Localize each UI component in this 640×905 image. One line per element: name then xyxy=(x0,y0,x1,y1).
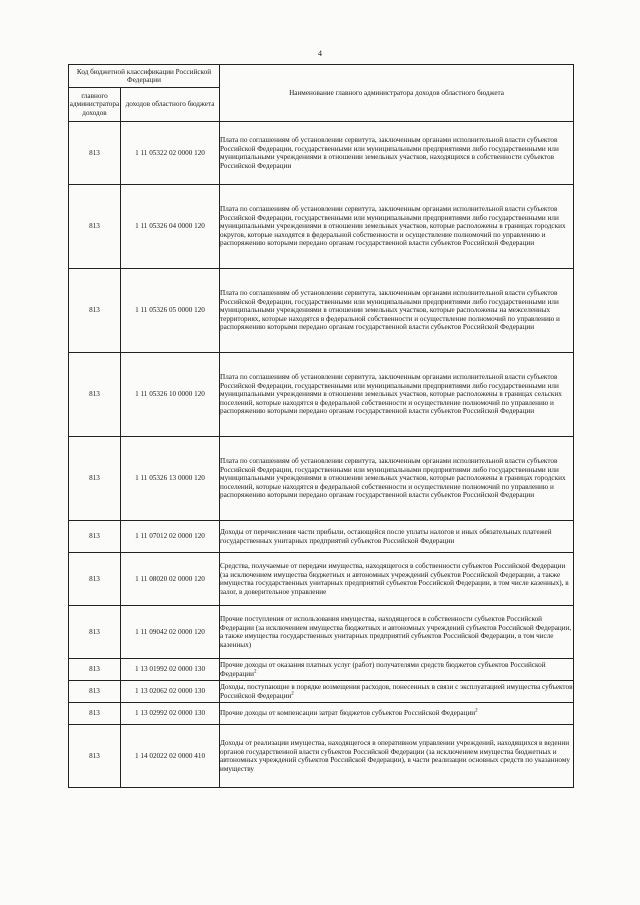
footnote-marker: 2 xyxy=(475,708,478,714)
revenue-description-cell xyxy=(220,606,574,659)
admin-code-cell: 813 xyxy=(69,122,121,185)
revenue-code-cell: 1 14 02022 02 0000 410 xyxy=(121,725,220,788)
table-row xyxy=(69,353,574,437)
revenue-description-text: Плата по соглашениям об установлении сервитута, заключенным органами исполнительной власти субъектов Российской Федерации, государственными или муниципальными предприятиями либо государственными или муниципальными учреждениями в отношении земельных участков, находящихся в собственности субъектов Российской Федерации xyxy=(220,136,559,170)
revenue-description-cell xyxy=(220,185,574,269)
revenue-description-cell xyxy=(220,122,574,185)
revenue-code-cell: 1 13 02992 02 0000 130 xyxy=(121,703,220,725)
table-row xyxy=(69,725,574,788)
revenue-description-text: Прочие доходы от оказания платных услуг (работ) получателями средств бюджетов субъектов Российской Федерации xyxy=(220,661,546,678)
revenue-code-cell: 1 11 08020 02 0000 120 xyxy=(121,553,220,606)
revenue-description-text: Плата по соглашениям об установлении сервитута, заключенным органами исполнительной власти субъектов Российской Федерации, государственными или муниципальными предприятиями либо государственными или муниципальными учреждениями в отношении земельных участков, которые расположены в границах городских округов, которые находятся в федеральной собственности и осуществление полномочий по управлению и распоряжению которыми передано органам государственной власти субъектов Российской Федерации xyxy=(220,205,566,248)
table-row xyxy=(69,553,574,606)
table-row xyxy=(69,659,574,681)
revenue-description-cell xyxy=(220,725,574,788)
admin-code-cell: 813 xyxy=(69,269,121,353)
revenue-code-cell: 1 11 05326 10 0000 120 xyxy=(121,353,220,437)
admin-code-cell: 813 xyxy=(69,659,121,681)
revenue-code-cell: 1 11 05326 13 0000 120 xyxy=(121,437,220,521)
revenue-description-cell xyxy=(220,521,574,553)
revenue-description-text: Плата по соглашениям об установлении сервитута, заключенным органами исполнительной власти субъектов Российской Федерации, государственными или муниципальными предприятиями либо государственными или муниципальными учреждениями в отношении земельных участков, которые расположены на межселенных территориях, которые находятся в федеральной собственности и осуществление полномочий по управлению и распоряжению которыми передано органам государственной власти субъектов Российской Федерации xyxy=(220,289,560,332)
revenue-description-text: Средства, получаемые от передачи имущества, находящегося в собственности субъектов Российской Федерации (за исключением имущества бюджетных и автономных учреждений субъектов Российской Федерации, а также имущества государственных унитарных предприятий субъектов Российской Федерации, в том числе казенных), в залог, в доверительное управление xyxy=(220,562,569,596)
revenue-description-text: Плата по соглашениям об установлении сервитута, заключенным органами исполнительной власти субъектов Российской Федерации, государственными или муниципальными предприятиями либо государственными или муниципальными учреждениями в отношении земельных участков, которые расположены в границах сельских поселений, которые находятся в федеральной собственности и осуществление полномочий по управлению и распоряжению которыми передано органам государственной власти субъектов Российской Федерации xyxy=(220,373,562,416)
revenue-description-cell xyxy=(220,659,574,681)
header-regional-budget-revenue: доходов областного бюджета xyxy=(121,88,220,122)
footnote-marker: 2 xyxy=(291,691,294,697)
admin-code-cell: 813 xyxy=(69,185,121,269)
table-row xyxy=(69,703,574,725)
revenue-code-cell: 1 11 07012 02 0000 120 xyxy=(121,521,220,553)
revenue-code-cell: 1 13 01992 02 0000 130 xyxy=(121,659,220,681)
admin-code-cell: 813 xyxy=(69,553,121,606)
revenue-code-cell: 1 11 05322 02 0000 120 xyxy=(121,122,220,185)
revenue-code-cell: 1 11 05326 05 0000 120 xyxy=(121,269,220,353)
revenue-description-cell xyxy=(220,353,574,437)
revenue-description-cell xyxy=(220,437,574,521)
page-number: 4 xyxy=(318,49,322,58)
admin-code-cell: 813 xyxy=(69,703,121,725)
table-row xyxy=(69,606,574,659)
admin-code-cell: 813 xyxy=(69,681,121,703)
revenue-description-text: Доходы от перечисления части прибыли, остающейся после уплаты налогов и иных обязательных платежей государственных унитарных предприятий субъектов Российской Федерации xyxy=(220,528,552,545)
header-administrator-name: Наименование главного администратора доходов областного бюджета xyxy=(220,65,574,122)
revenue-description-cell xyxy=(220,269,574,353)
header-main-administrator: главного администратора доходов xyxy=(69,88,121,122)
revenue-description-cell xyxy=(220,703,574,725)
revenue-code-cell: 1 11 05326 04 0000 120 xyxy=(121,185,220,269)
table-row xyxy=(69,122,574,185)
table-row xyxy=(69,437,574,521)
table-row xyxy=(69,681,574,703)
revenue-description-cell xyxy=(220,681,574,703)
revenue-description-text: Плата по соглашениям об установлении сервитута, заключенным органами исполнительной власти субъектов Российской Федерации, государственными или муниципальными предприятиями либо государственными или муниципальными учреждениями в отношении земельных участков, которые расположены в границах городских поселений, которые находятся в федеральной собственности и осуществление полномочий по управлению и распоряжению которыми передано органам государственной власти субъектов Российской Федерации xyxy=(220,457,566,500)
admin-code-cell: 813 xyxy=(69,521,121,553)
admin-code-cell: 813 xyxy=(69,353,121,437)
table-row xyxy=(69,269,574,353)
header-budget-classification-code: Код бюджетной классификации Российской Федерации xyxy=(69,65,220,88)
revenue-description-cell xyxy=(220,553,574,606)
revenue-description-text: Доходы, поступающие в порядке возмещения расходов, понесенных в связи с эксплуатацией имущества субъектов Российской Федерации xyxy=(220,683,573,700)
table-row xyxy=(69,185,574,269)
admin-code-cell: 813 xyxy=(69,725,121,788)
revenue-code-cell: 1 11 09042 02 0000 120 xyxy=(121,606,220,659)
admin-code-cell: 813 xyxy=(69,437,121,521)
table-body xyxy=(69,122,574,788)
table-row xyxy=(69,521,574,553)
revenue-description-text: Прочие поступления от использования имущества, находящегося в собственности субъектов Российской Федерации (за исключением имущества бюджетных и автономных учреждений субъектов Российской Федерации, а также имущества государственных унитарных предприятий субъектов Российской Федерации, в том числе казенных) xyxy=(220,615,572,649)
footnote-marker: 2 xyxy=(253,669,257,675)
revenue-description-text: Доходы от реализации имущества, находящегося в оперативном управлении учреждений, находящихся в ведении органов государственной власти субъектов Российской Федерации (за исключением имущества бюджетных и автономных учреждений субъектов Российской Федерации), в части реализации основных средств по указанному имуществу xyxy=(220,739,571,773)
revenue-code-cell: 1 13 02062 02 0000 130 xyxy=(121,681,220,703)
admin-code-cell: 813 xyxy=(69,606,121,659)
revenue-description-text: Прочие доходы от компенсации затрат бюджетов субъектов Российской Федерации xyxy=(220,709,476,718)
budget-classification-table xyxy=(68,64,574,788)
